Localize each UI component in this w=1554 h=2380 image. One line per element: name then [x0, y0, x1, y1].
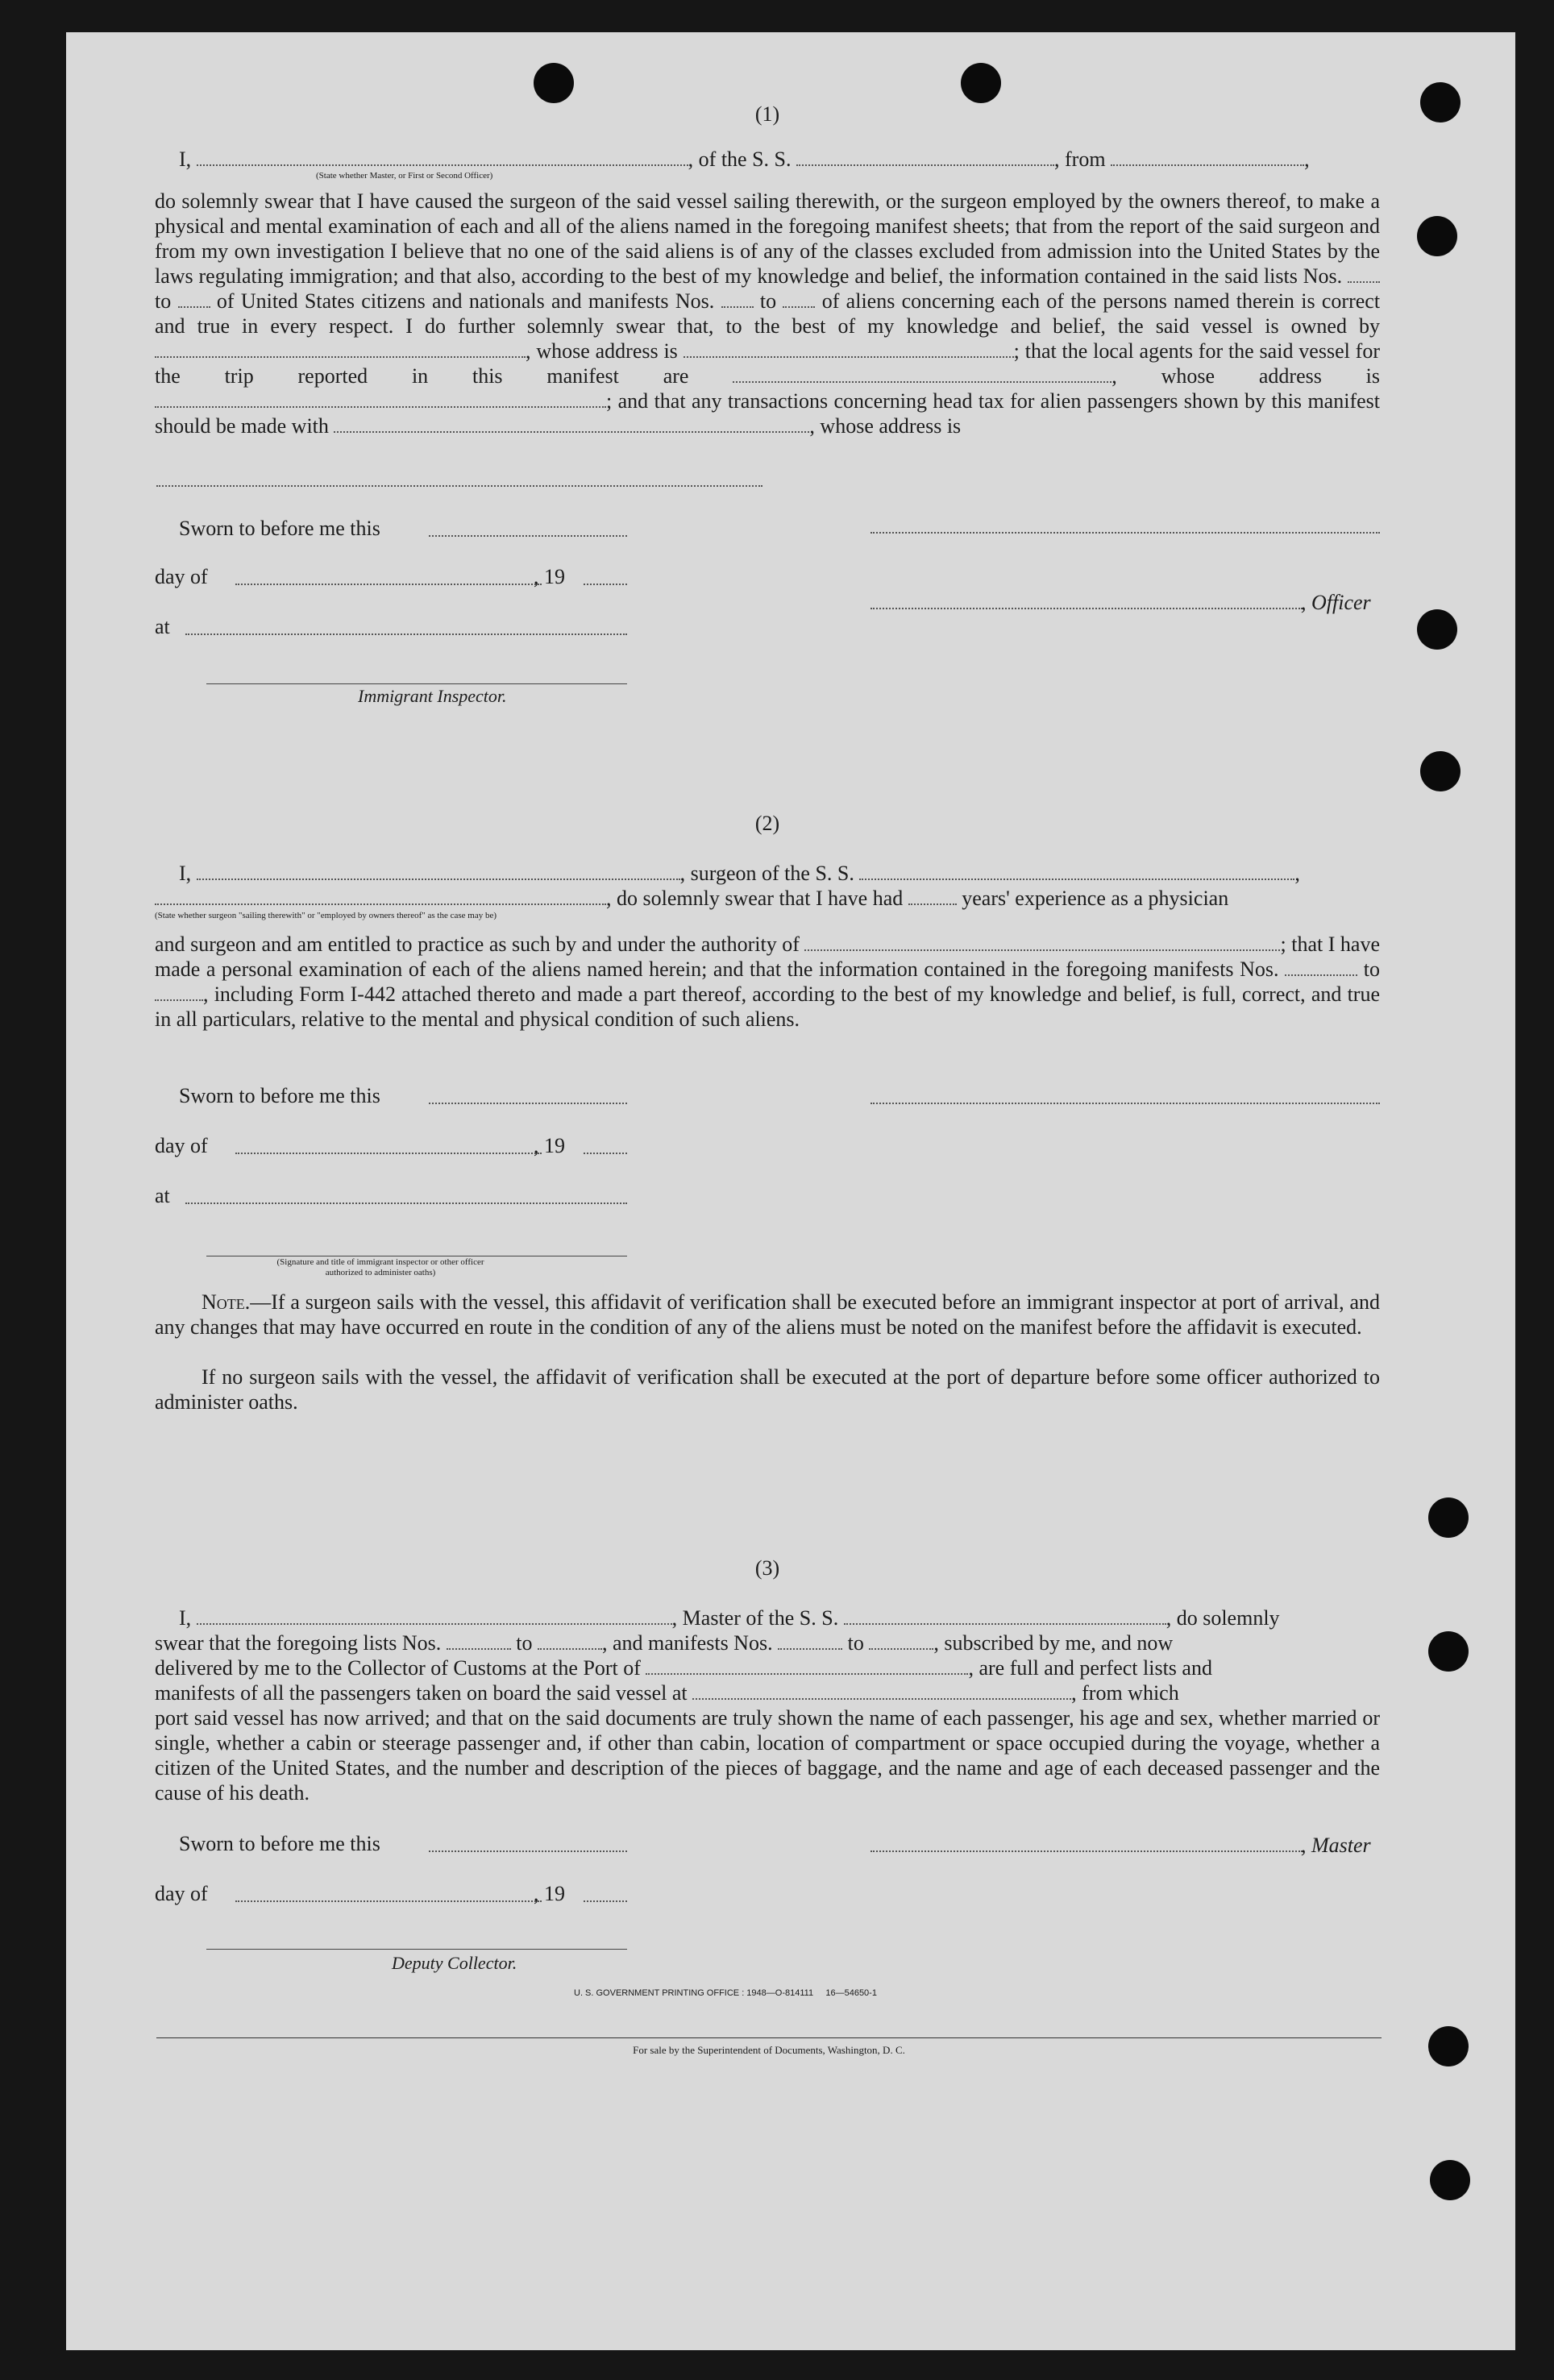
year-line — [584, 1153, 627, 1154]
inspector-label: Immigrant Inspector. — [358, 686, 507, 706]
year-line — [584, 584, 627, 585]
at-label: at — [155, 615, 170, 638]
section-2-first-line: I, , surgeon of the S. S. , — [179, 862, 1300, 885]
punch-hole — [1420, 82, 1461, 123]
address-line — [156, 485, 762, 487]
section-3-fourth-line: manifests of all the passengers taken on board the said vessel at , from which — [155, 1681, 1179, 1705]
for-sale-note: For sale by the Superintendent of Documents, Washington, D. C. — [633, 2044, 905, 2056]
printing-office-imprint: U. S. GOVERNMENT PRINTING OFFICE : 1948—O-814111 16—54650-1 — [574, 1988, 877, 1998]
sworn-date-line — [429, 1103, 627, 1104]
section-2-second-line: , do solemnly swear that I have had years' experience as a physician — [155, 886, 1380, 911]
punch-hole — [961, 63, 1001, 103]
note-paragraph: Note.—If a surgeon sails with the vessel, this affidavit of verification shall be executed before an immigrant inspector at port of arrival, and any changes that may have occurred en route in the condition of any of the aliens must be noted on the manifest before the affidavit is executed. — [155, 1290, 1380, 1339]
signature-caption: (Signature and title of immigrant inspector or other officer authorized to administer oaths) — [276, 1257, 484, 1277]
officer-label: , Officer — [1301, 591, 1371, 614]
surgeon-signature-line — [870, 1103, 1380, 1104]
punch-hole — [534, 63, 574, 103]
section-2-body: and surgeon and am entitled to practice as such by and under the authority of ; that I have made a personal examination of each of the aliens named herein; and that the information contained in the foregoing manifests Nos. to , including Form I-442 attached thereto and made a part thereof, according to the best of my knowledge and belief, is full, correct, and true in all particulars, relative to the mental and physical condition of such aliens. — [155, 932, 1381, 1031]
note-paragraph: If no surgeon sails with the vessel, the affidavit of verification shall be executed at the port of departure before some officer authorized to administer oaths. — [155, 1365, 1380, 1414]
punch-hole — [1417, 216, 1457, 256]
footer-rule — [156, 2037, 1382, 2038]
punch-hole — [1417, 609, 1457, 650]
form-sheet — [66, 32, 1515, 2350]
punch-hole — [1428, 2026, 1469, 2066]
at-label: at — [155, 1184, 170, 1207]
section-1-number: (1) — [754, 102, 780, 126]
month-line — [235, 584, 542, 585]
punch-hole — [1428, 1497, 1469, 1538]
year-line — [584, 1900, 627, 1902]
section-2-caption: (State whether surgeon "sailing therewith" or "employed by owners thereof" as the case may be) — [155, 911, 497, 920]
day-of-label: day of — [155, 1882, 208, 1905]
master-signature-line — [870, 1850, 1303, 1852]
master-label: , Master — [1301, 1834, 1371, 1857]
sworn-date-line — [429, 1850, 627, 1852]
sworn-label: Sworn to before me this — [179, 1084, 380, 1107]
year-label: , 19 — [534, 565, 565, 588]
officer-signature-line — [870, 532, 1380, 534]
punch-hole — [1420, 751, 1461, 791]
section-1-caption: (State whether Master, or First or Second Officer) — [316, 171, 493, 181]
punch-hole — [1430, 2160, 1470, 2200]
at-line — [185, 1202, 627, 1204]
section-3-number: (3) — [754, 1556, 780, 1580]
sworn-date-line — [429, 535, 627, 537]
year-label: , 19 — [534, 1882, 565, 1905]
collector-signature-line — [206, 1949, 627, 1950]
section-3-body: port said vessel has now arrived; and that on the said documents are truly shown the name of each passenger, his age and sex, whether married or single, whether a cabin or steerage passenger and, if other than cabin, location of compartment or space occupied during the voyage, whether a citizen of the United States, and the number and description of the pieces of baggage, and the name and age of each deceased passenger and the cause of his death. — [155, 1706, 1380, 1805]
sworn-label: Sworn to before me this — [179, 517, 380, 540]
year-label: , 19 — [534, 1134, 565, 1157]
officer-line — [870, 608, 1303, 609]
section-3-third-line: delivered by me to the Collector of Customs at the Port of , are full and perfect lists and — [155, 1656, 1212, 1680]
day-of-label: day of — [155, 1134, 208, 1157]
section-1-body: do solemnly swear that I have caused the surgeon of the said vessel sailing therewith, or the surgeon employed by the owners thereof, to make a physical and mental examination of each and all of the aliens named in the foregoing manifest sheets; that from the report of the said surgeon and from my own investigation I believe that no one of the said aliens is of any of the classes excluded from admission into the United States by the laws regulating immigration; and that also, according to the best of my knowledge and belief, the information contained in the said lists Nos. to of United States citizens and nationals and manifests Nos. to of aliens concerning each of the persons named therein is correct and true in every respect. I do further solemnly swear that, to the best of my knowledge and belief, the said vessel is owned by , whose address is ; that the local agents for the said vessel for the trip reported in this manifest are , whose address is ; and that any transactions concerning head tax for alien passengers shown by this manifest should be made with , whose address is — [155, 189, 1381, 438]
section-1-first-line: I, , of the S. S. , from , — [179, 147, 1310, 171]
at-line — [185, 633, 627, 635]
section-2-number: (2) — [754, 812, 780, 835]
section-3-second-line: swear that the foregoing lists Nos. to , and manifests Nos. to , subscribed by me, and now — [155, 1631, 1174, 1655]
day-of-label: day of — [155, 565, 208, 588]
section-3-first-line: I, , Master of the S. S. , do solemnly — [179, 1606, 1280, 1630]
punch-hole — [1428, 1631, 1469, 1672]
month-line — [235, 1900, 542, 1902]
sworn-label: Sworn to before me this — [179, 1832, 380, 1855]
month-line — [235, 1153, 542, 1154]
collector-label: Deputy Collector. — [392, 1953, 517, 1973]
